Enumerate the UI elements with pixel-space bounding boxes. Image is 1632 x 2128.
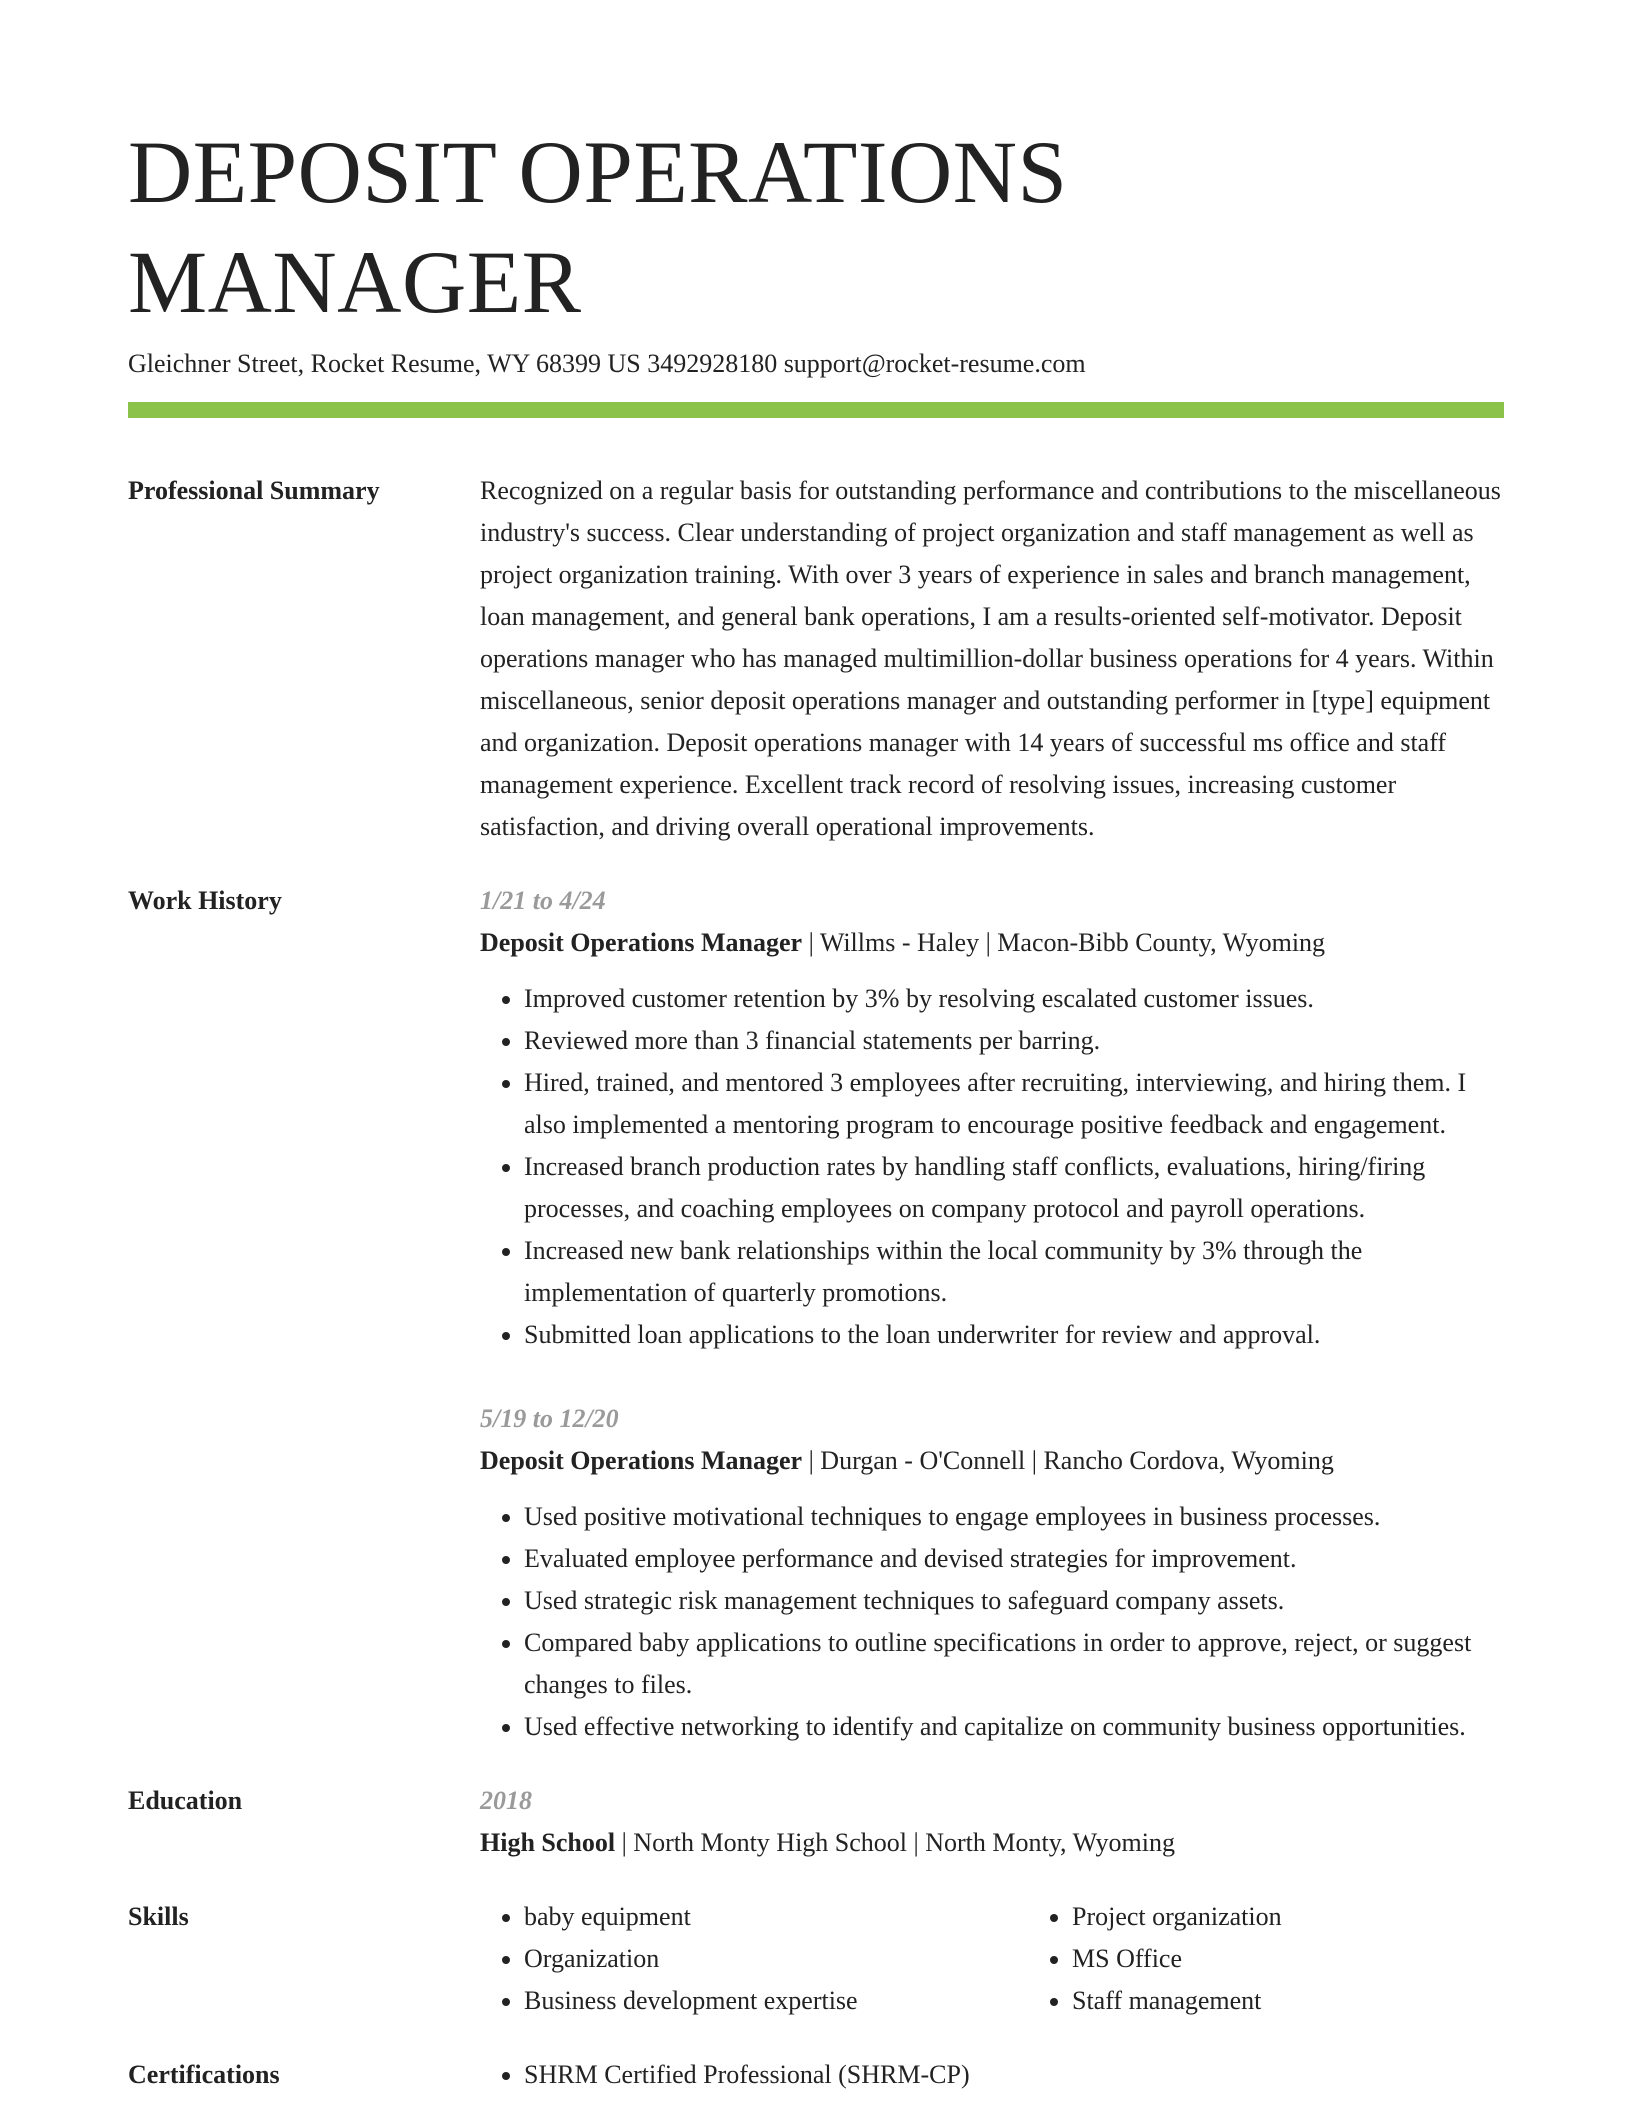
section-label-skills: Skills: [128, 1902, 189, 1931]
job-bullet: • Used strategic risk management techniques to safeguard company assets.: [524, 1580, 1504, 1622]
skill-item: • MS Office: [1072, 1938, 1282, 1980]
education-degree: High School: [480, 1828, 616, 1857]
resume-page: [128, 118, 1504, 2128]
summary-section: [128, 470, 1504, 848]
job-bullet: • Reviewed more than 3 financial statements per barring.: [524, 1020, 1504, 1062]
skill-item: • Staff management: [1072, 1980, 1282, 2022]
section-label-summary: Professional Summary: [128, 476, 380, 505]
job-dates: 1/21 to 4/24: [480, 886, 606, 915]
education-section: [128, 1780, 1504, 1864]
certifications-section: [128, 2054, 1504, 2096]
skill-item: • Project organization: [1072, 1896, 1282, 1938]
skills-column-2: [1028, 1896, 1282, 2022]
contact-phone: 3492928180: [647, 349, 778, 378]
job-bullet: • Improved customer retention by 3% by resolving escalated customer issues.: [524, 978, 1504, 1020]
job-bullet: • Used positive motivational techniques to engage employees in business processes.: [524, 1496, 1504, 1538]
skill-item: • Organization: [524, 1938, 1028, 1980]
section-label-certifications: Certifications: [128, 2060, 280, 2089]
accent-divider: [128, 402, 1504, 418]
job-bullets: [480, 978, 1504, 1356]
job-bullets: [480, 1496, 1504, 1748]
job-bullet: • Increased new bank relationships within the local community by 3% through the implementation of quarterly promotions.: [524, 1230, 1504, 1314]
job-title: Deposit Operations Manager: [480, 1446, 803, 1475]
summary-text: Recognized on a regular basis for outstanding performance and contributions to the miscellaneous industry's success. Clear understanding of project organization and staff management as well as project organization training. With over 3 years of experience in sales and branch management, loan management, and general bank operations, I am a results-oriented self-motivator. Deposit operations manager who has managed multimillion-dollar business operations for 4 years. Within miscellaneous, senior deposit operations manager and outstanding performer in [type] equipment and organization. Deposit operations manager with 14 years of successful ms office and staff management experience. Excellent track record of resolving issues, increasing customer satisfaction, and driving overall operational improvements.: [480, 476, 1501, 841]
skill-item: • baby equipment: [524, 1896, 1028, 1938]
section-label-education: Education: [128, 1786, 243, 1815]
section-label-work-history: Work History: [128, 886, 282, 915]
skill-item: • Business development expertise: [524, 1980, 1028, 2022]
certifications-list: [480, 2054, 1504, 2096]
education-year: 2018: [480, 1786, 532, 1815]
resume-title: DEPOSIT OPERATIONS MANAGER: [128, 124, 1068, 332]
job-bullet: • Evaluated employee performance and devised strategies for improvement.: [524, 1538, 1504, 1580]
contact-address: Gleichner Street, Rocket Resume, WY 68399 US: [128, 349, 641, 378]
job-dates: 5/19 to 12/20: [480, 1404, 619, 1433]
work-history-section: [128, 880, 1504, 1748]
certification-item: • SHRM Certified Professional (SHRM-CP): [524, 2054, 1504, 2096]
job-bullet: • Increased branch production rates by handling staff conflicts, evaluations, hiring/firing processes, and coaching employees on company protocol and payroll operations.: [524, 1146, 1504, 1230]
education-details: | North Monty High School | North Monty, Wyoming: [615, 1828, 1175, 1857]
job-details: | Willms - Haley | Macon-Bibb County, Wyoming: [802, 928, 1326, 957]
job-title: Deposit Operations Manager: [480, 928, 803, 957]
job-role-line: [480, 922, 1504, 964]
skills-column-1: [480, 1896, 1028, 2022]
job-role-line: [480, 1440, 1504, 1482]
job-bullet: • Compared baby applications to outline specifications in order to approve, reject, or suggest changes to files.: [524, 1622, 1504, 1706]
job-entry: [480, 880, 1504, 1356]
skills-section: [128, 1896, 1504, 2022]
job-bullet: • Hired, trained, and mentored 3 employees after recruiting, interviewing, and hiring them. I also implemented a mentoring program to encourage positive feedback and engagement.: [524, 1062, 1504, 1146]
job-bullet: • Used effective networking to identify and capitalize on community business opportunities.: [524, 1706, 1504, 1748]
job-details: | Durgan - O'Connell | Rancho Cordova, Wyoming: [802, 1446, 1334, 1475]
contact-line: [128, 346, 1504, 382]
education-line: [480, 1822, 1504, 1864]
contact-email: support@rocket-resume.com: [783, 349, 1086, 378]
job-entry: [480, 1398, 1504, 1748]
job-bullet: • Submitted loan applications to the loan underwriter for review and approval.: [524, 1314, 1504, 1356]
